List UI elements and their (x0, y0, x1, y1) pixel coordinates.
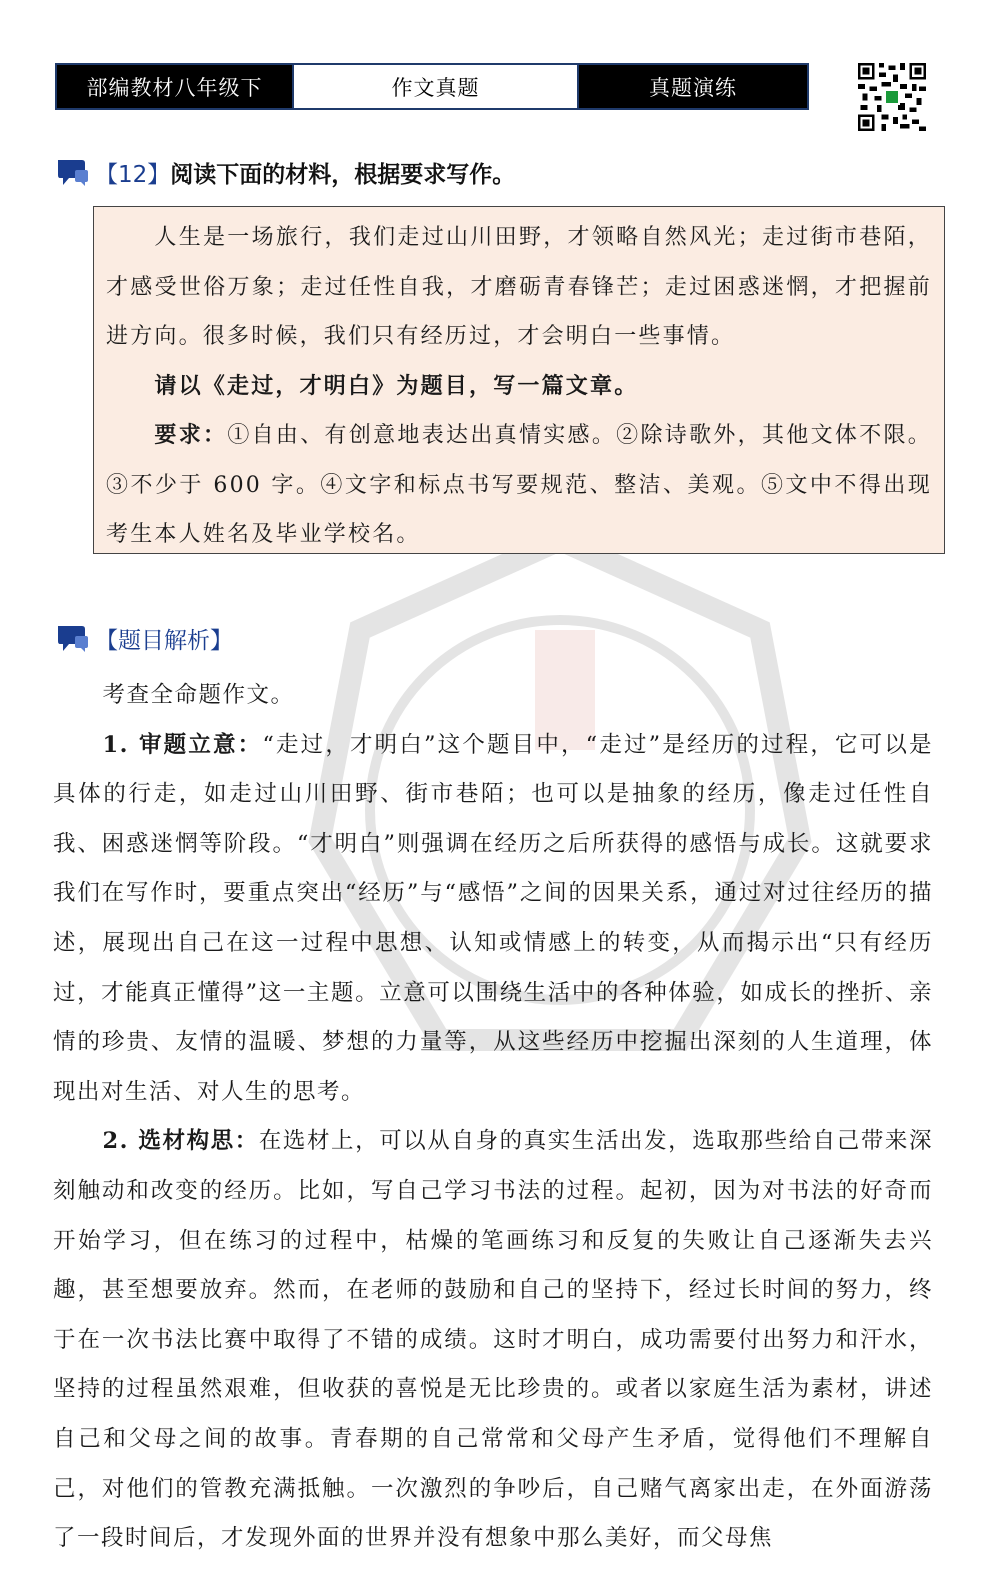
analysis-intro: 考查全命题作文。 (102, 682, 295, 708)
analysis-point-1 (53, 721, 933, 1118)
analysis-title: 【题目解析】 (95, 628, 233, 654)
analysis-body (53, 671, 933, 1564)
analysis-heading (55, 622, 233, 655)
header-bar (55, 63, 809, 110)
point-1-text: “走过，才明白”这个题目中，“走过”是经历的过程，它可以是具体的行走，如走过山川田野、街市巷陌；也可以是抽象的经历，像走过任性自我、困惑迷惘等阶段。“才明白”则强调在经历之后所获得的感悟与成长。这就要求我们在写作时，要重点突出“经历”与“感悟”之间的因果关系，通过对过往经历的描述，展现出自己在这一过程中思想、认知或情感上的转变，从而揭示出“只有经历过，才能真正懂得”这一主题。立意可以围绕生活中的各种体验，如成长的挫折、亲情的珍贵、友情的温暖、梦想的力量等，从这些经历中挖掘出深刻的人生道理，体现出对生活、对人生的思考。 (53, 731, 933, 1105)
requirements-label: 要求： (154, 422, 228, 448)
qr-code-icon[interactable] (858, 63, 926, 131)
point-1-label: 1. 审题立意： (102, 731, 263, 758)
question-heading (55, 156, 515, 189)
material-passage: 人生是一场旅行，我们走过山川田野，才领略自然风光；走过街市巷陌，才感受世俗万象；走过任性自我，才磨砺青春锋芒；走过困惑迷惘，才把握前进方向。很多时候，我们只有经历过，才会明白一些事情。 (106, 225, 932, 349)
speech-bubble-icon (55, 158, 89, 188)
material-requirements (106, 411, 932, 560)
question-number: 【12】 (95, 162, 171, 188)
point-2-text: 在选材上，可以从自身的真实生活出发，选取那些给自己带来深刻触动和改变的经历。比如，写自己学习书法的过程。起初，因为对书法的好奇而开始学习，但在练习的过程中，枯燥的笔画练习和反复的失败让自己逐渐失去兴趣，甚至想要放弃。然而，在老师的鼓励和自己的坚持下，经过长时间的努力，终于在一次书法比赛中取得了不错的成绩。这时才明白，成功需要付出努力和汗水，坚持的过程虽然艰难，但收获的喜悦是无比珍贵的。或者以家庭生活为素材，讲述自己和父母之间的故事。青春期的自己常常和父母产生矛盾，觉得他们不理解自己，对他们的管教充满抵触。一次激烈的争吵后，自己赌气离家出走，在外面游荡了一段时间后，才发现外面的世界并没有想象中那么美好，而父母焦 (53, 1128, 933, 1552)
material-instruction: 请以《走过，才明白》为题目，写一篇文章。 (154, 372, 639, 399)
analysis-point-2 (53, 1117, 933, 1563)
question-prompt: 阅读下面的材料，根据要求写作。 (170, 162, 516, 188)
header-section: 真题演练 (579, 65, 807, 108)
material-box (93, 206, 945, 554)
speech-bubble-icon (55, 624, 89, 654)
header-grade: 部编教材八年级下 (57, 65, 292, 108)
point-2-label: 2. 选材构思： (102, 1128, 259, 1155)
header-category: 作文真题 (292, 65, 579, 108)
requirements-text: ①自由、有创意地表达出真情实感。②除诗歌外，其他文体不限。③不少于 600 字。④文字和标点书写要规范、整洁、美观。⑤文中不得出现考生本人姓名及毕业学校名。 (106, 423, 932, 547)
